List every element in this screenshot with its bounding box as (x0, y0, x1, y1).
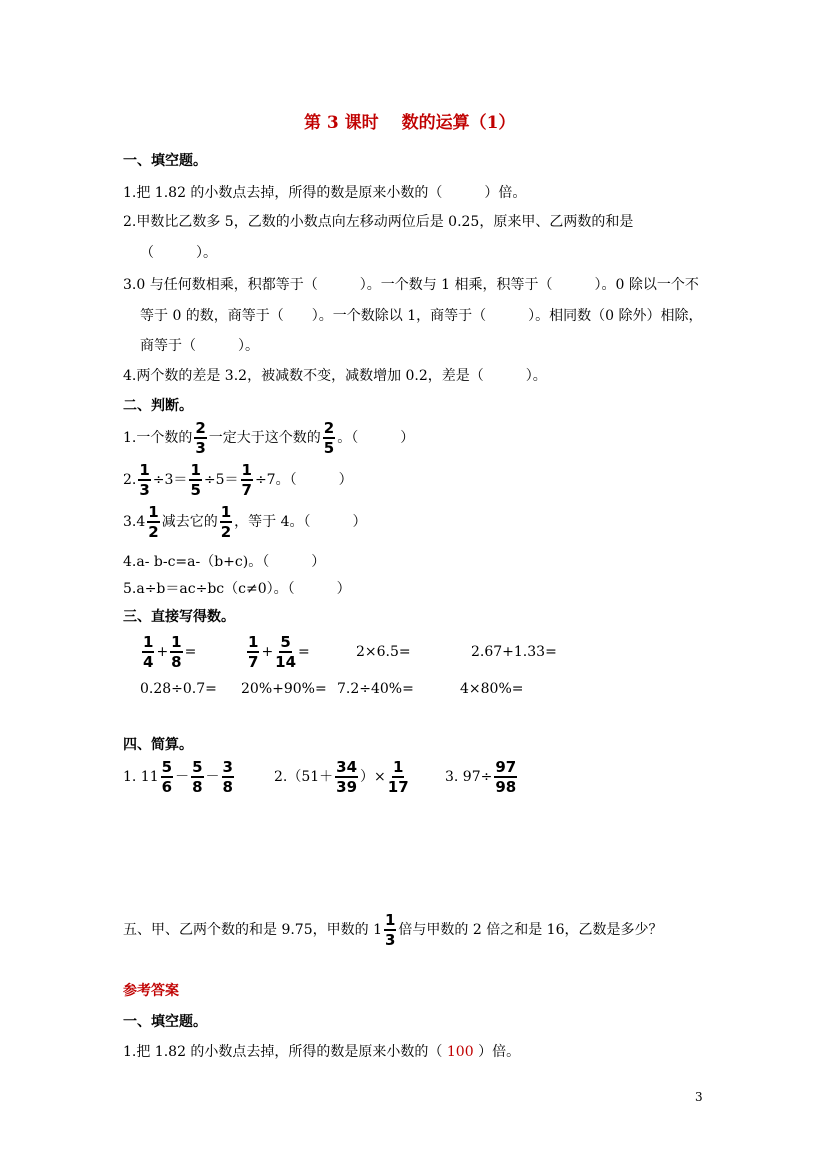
section-1-heading: 一、填空题。 (123, 153, 207, 169)
s4-calc-1 (123, 757, 236, 797)
text: 2.（51＋ (274, 769, 334, 785)
numerator: 5 (280, 633, 291, 651)
numerator: 3 (222, 758, 233, 776)
fraction (384, 912, 396, 948)
numerator: 1 (148, 503, 159, 521)
text: 2. (123, 472, 137, 488)
text: ）倍。 (478, 1044, 521, 1060)
s3-expression-8: 4×80%= (460, 681, 524, 697)
s1-question-3-line-2: 等于 0 的数，商等于（ ）。一个数除以 1，商等于（ ）。相同数（0 除外）相除， (140, 308, 703, 324)
equals: = (184, 644, 197, 660)
denominator: 3 (195, 439, 206, 457)
denominator: 3 (139, 481, 150, 499)
denominator: 6 (161, 778, 173, 796)
s1-question-3-line-3: 商等于（ ）。 (140, 338, 259, 354)
s3-expression-3: 2×6.5= (356, 644, 411, 660)
text: 1.一个数的 (123, 430, 193, 446)
denominator: 8 (192, 778, 203, 796)
fraction (241, 462, 253, 498)
fraction (494, 759, 517, 795)
fraction (142, 634, 154, 670)
denominator: 98 (495, 778, 517, 796)
denominator: 17 (387, 778, 409, 796)
equals: = (298, 644, 310, 660)
denominator: 7 (241, 481, 252, 499)
numerator: 1 (384, 911, 396, 929)
fraction (191, 759, 203, 795)
numerator: 1 (241, 461, 252, 479)
fraction (220, 504, 232, 540)
numerator: 2 (323, 419, 335, 437)
s2-question-4: 4.a- b-c=a-（b+c)。（ ） (123, 554, 326, 570)
s4-calc-3 (445, 757, 519, 797)
numerator: 1 (171, 633, 182, 651)
page-title: 第 3 课时 数的运算（1） (304, 113, 516, 133)
numerator: 97 (495, 758, 517, 776)
denominator: 8 (222, 778, 233, 796)
fraction (189, 462, 201, 498)
fraction (147, 504, 159, 540)
text: 五、甲、乙两个数的和是 9.75，甲数的 1 (123, 922, 382, 938)
answers-section-1-heading: 一、填空题。 (123, 1014, 207, 1030)
fraction (170, 634, 182, 670)
fraction (323, 420, 335, 456)
section-2-heading: 二、判断。 (123, 398, 193, 414)
numerator: 1 (393, 758, 404, 776)
text: ÷3＝ (152, 472, 188, 488)
text: 3.4 (123, 514, 146, 530)
text: ）× (360, 769, 386, 785)
section-5-question (123, 910, 663, 950)
numerator: 5 (192, 758, 203, 776)
numerator: 1 (143, 633, 154, 651)
s2-question-1 (123, 418, 414, 458)
denominator: 8 (171, 653, 182, 671)
text: 3. 97÷ (445, 769, 493, 785)
denominator: 39 (336, 778, 358, 796)
s3-expression-7: 7.2÷40%= (337, 681, 414, 697)
denominator: 4 (143, 653, 154, 671)
fraction (138, 462, 150, 498)
s3-expression-2 (245, 632, 310, 672)
fraction (194, 420, 206, 456)
s2-question-3 (123, 502, 367, 542)
s4-calc-2 (274, 757, 411, 797)
numerator: 1 (190, 461, 201, 479)
numerator: 1 (248, 633, 259, 651)
s3-expression-1 (140, 632, 196, 672)
s1-question-2-line-2: （ ）。 (140, 245, 217, 261)
text: 。（ ） (337, 430, 415, 446)
text: ÷5＝ (203, 472, 239, 488)
denominator: 5 (323, 439, 335, 457)
denominator: 2 (220, 523, 232, 541)
text: 一定大于这个数的 (208, 430, 321, 446)
numerator: 5 (161, 758, 173, 776)
operator: + (156, 644, 169, 660)
fraction (222, 759, 234, 795)
fraction (247, 634, 259, 670)
s1-question-4: 4.两个数的差是 3.2，被减数不变，减数增加 0.2，差是（ ）。 (123, 368, 547, 384)
numerator: 34 (336, 758, 358, 776)
denominator: 5 (190, 481, 201, 499)
denominator: 3 (384, 931, 396, 949)
denominator: 7 (248, 653, 259, 671)
section-3-heading: 三、直接写得数。 (123, 609, 235, 625)
denominator: 2 (148, 523, 159, 541)
s3-expression-6: 20%+90%= (241, 681, 327, 697)
operator: + (261, 644, 274, 660)
s1-question-3-line-1: 3.0 与任何数相乘，积都等于（ ）。一个数与 1 相乘，积等于（ ）。0 除以一个不 (123, 277, 699, 293)
text: ，等于 4。（ ） (234, 514, 367, 530)
section-4-heading: 四、简算。 (123, 737, 193, 753)
answer-1 (123, 1042, 520, 1062)
s3-expression-4: 2.67+1.33= (471, 644, 557, 660)
operator: － (205, 769, 220, 785)
operator: － (175, 769, 190, 785)
numerator: 2 (195, 419, 206, 437)
numerator: 1 (139, 461, 150, 479)
text: 1.把 1.82 的小数点去掉，所得的数是原来小数的（ (123, 1044, 443, 1060)
denominator: 14 (275, 653, 297, 671)
s2-question-5: 5.a÷b＝ac÷bc（c≠0）。（ ） (123, 581, 351, 597)
text: 倍与甲数的 2 倍之和是 16，乙数是多少？ (398, 922, 663, 938)
text: ÷7。（ ） (254, 472, 353, 488)
s2-question-2 (123, 460, 353, 500)
text: 1. 11 (123, 769, 159, 785)
fraction (335, 759, 358, 795)
s1-question-2-line-1: 2.甲数比乙数多 5，乙数的小数点向左移动两位后是 0.25，原来甲、乙两数的和是 (123, 214, 634, 230)
numerator: 1 (220, 503, 232, 521)
answer-value: 100 (446, 1044, 474, 1060)
fraction (161, 759, 173, 795)
text: 减去它的 (161, 514, 218, 530)
answers-heading: 参考答案 (123, 983, 179, 999)
fraction (275, 634, 296, 670)
s1-question-1: 1.把 1.82 的小数点去掉，所得的数是原来小数的（ ）倍。 (123, 185, 527, 201)
page-number: 3 (695, 1090, 703, 1104)
fraction (388, 759, 409, 795)
s3-expression-5: 0.28÷0.7= (140, 681, 217, 697)
